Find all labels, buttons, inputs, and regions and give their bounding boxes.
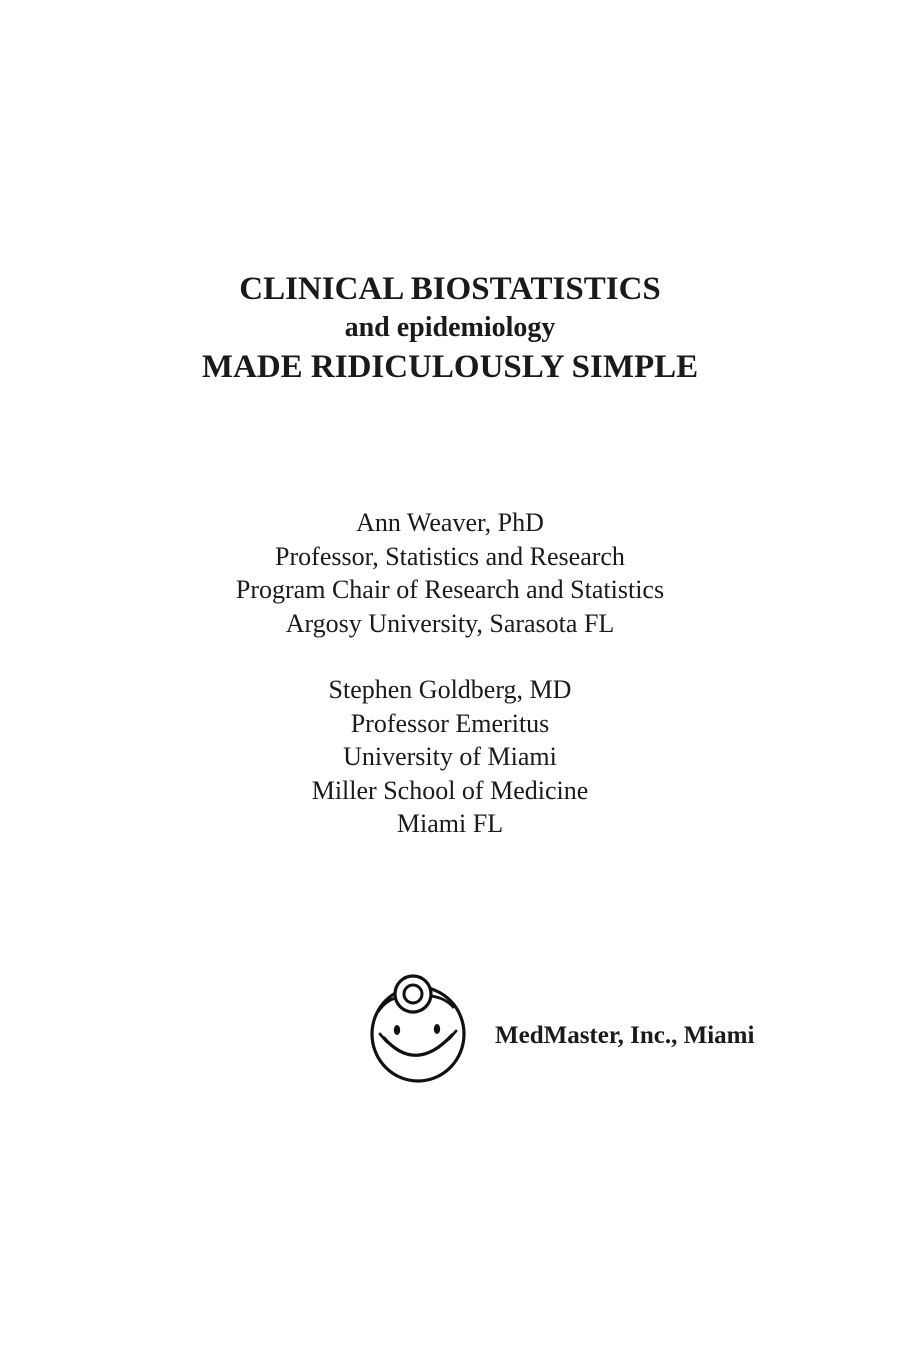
title-line-2: and epidemiology: [344, 312, 556, 343]
title-line-1: CLINICAL BIOSTATISTICS: [239, 271, 661, 307]
author-name: Ann Weaver, PhD: [356, 508, 544, 537]
author-name: Stephen Goldberg, MD: [328, 675, 572, 704]
author-title: Professor, Statistics and Research: [275, 541, 625, 571]
book-title: [0, 268, 900, 388]
author-goldberg: [0, 673, 900, 841]
author-position: Program Chair of Research and Statistics: [235, 575, 665, 604]
author-title: Professor Emeritus: [350, 708, 550, 738]
smiling-doctor-face-icon: [366, 972, 470, 1086]
author-affiliation: Argosy University, Sarasota FL: [285, 608, 615, 638]
author-weaver: [0, 506, 900, 640]
author-location: Miami FL: [396, 809, 504, 838]
title-line-3: MADE RIDICULOUSLY SIMPLE: [201, 349, 699, 385]
author-school: Miller School of Medicine: [311, 775, 589, 805]
author-affiliation: University of Miami: [343, 742, 557, 771]
publisher-name: MedMaster, Inc., Miami: [495, 1022, 755, 1049]
